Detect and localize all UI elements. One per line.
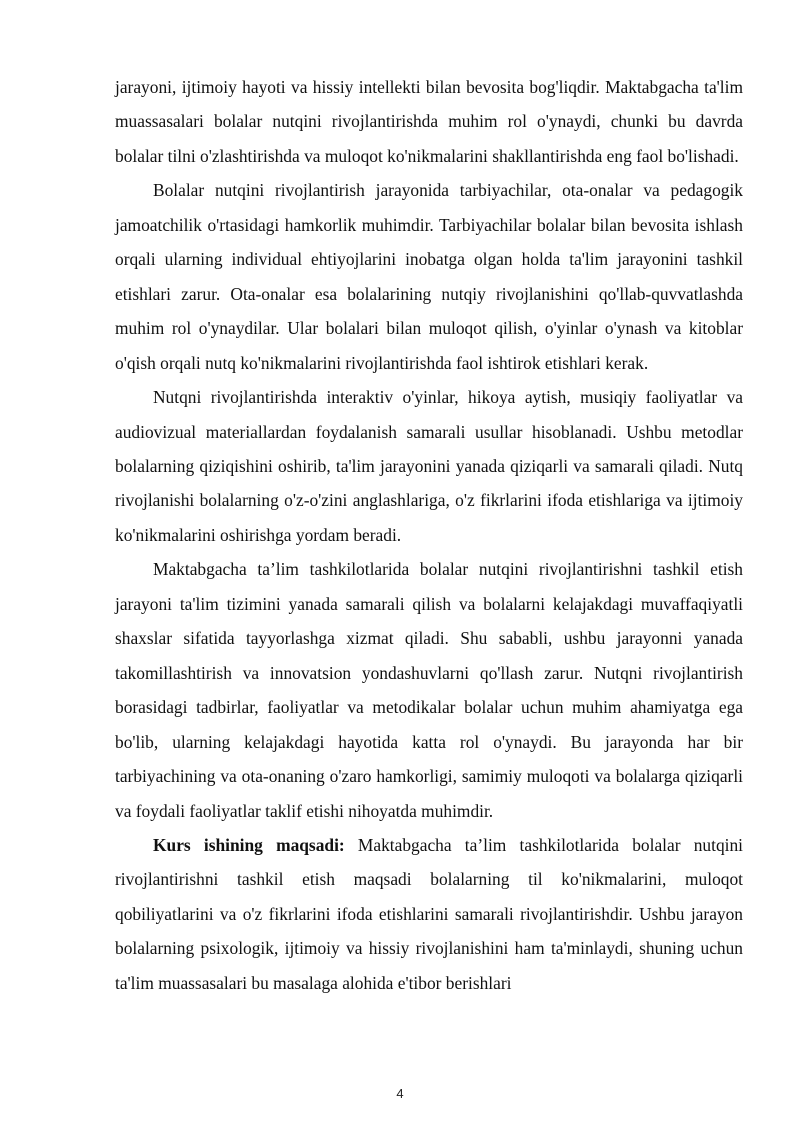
paragraph-5: [115, 828, 743, 1000]
course-goal-heading: Kurs ishining maqsadi:: [153, 834, 345, 855]
course-goal-text: Maktabgacha ta’lim tashkilotlarida bolalar nutqini rivojlantirishni tashkil etish maqsadi bolalarning til ko'nikmalarini, muloqot qobiliyatlarini va o'z fikrlarini ifoda etishlarini samarali rivojlantirishdir. Ushbu jarayon bolalarning psixologik, ijtimoiy va hissiy rivojlanishini ham ta'minlaydi, shuning uchun ta'lim muassasalari bu masalaga alohida e'tibor berishlari: [115, 834, 743, 993]
page-number: 4: [396, 1086, 404, 1101]
paragraph-4: Maktabgacha ta’lim tashkilotlarida bolalar nutqini rivojlantirishni tashkil etish jarayoni ta'lim tizimini yanada samarali qilish va bolalarni kelajakdagi muvaffaqiyatli shaxslar sifatida tayyorlashga xizmat qiladi. Shu sababli, ushbu jarayonni yanada takomillashtirish va innovatsion yondashuvlarni qo'llash zarur. Nutqni rivojlantirish borasidagi tadbirlar, faoliyatlar va metodikalar bolalar uchun muhim ahamiyatga ega bo'lib, ularning kelajakdagi hayotida katta rol o'ynaydi. Bu jarayonda har bir tarbiyachining va ota-onaning o'zaro hamkorligi, samimiy muloqoti va bolalarga qiziqarli va foydali faoliyatlar taklif etishi nihoyatda muhimdir.: [115, 559, 743, 821]
paragraph-3: Nutqni rivojlantirishda interaktiv o'yinlar, hikoya aytish, musiqiy faoliyatlar va audiovizual materiallardan foydalanish samarali usullar hisoblanadi. Ushbu metodlar bolalarning qiziqishini oshirib, ta'lim jarayonini yanada qiziqarli va samarali qiladi. Nutq rivojlanishi bolalarning o'z-o'zini anglashlariga, o'z fikrlarini ifoda etishlariga va ijtimoiy ko'nikmalarini oshirishga yordam beradi.: [115, 387, 743, 545]
document-body: [115, 70, 743, 1000]
paragraph-1: jarayoni, ijtimoiy hayoti va hissiy intellekti bilan bevosita bog'liqdir. Maktabgacha ta'lim muassasalari bolalar nutqini rivojlantirishda muhim rol o'ynaydi, chunki bu davrda bolalar tilni o'zlashtirishda va muloqot ko'nikmalarini shakllantirishda eng faol bo'lishadi.: [115, 77, 743, 166]
paragraph-2: Bolalar nutqini rivojlantirish jarayonida tarbiyachilar, ota-onalar va pedagogik jamoatchilik o'rtasidagi hamkorlik muhimdir. Tarbiyachilar bolalar bilan bevosita ishlash orqali ularning individual ehtiyojlarini inobatga olgan holda ta'lim jarayonini tashkil etishlari zarur. Ota-onalar esa bolalarining nutqiy rivojlanishini qo'llab-quvvatlashda muhim rol o'ynaydilar. Ular bolalari bilan muloqot qilish, o'yinlar o'ynash va kitoblar o'qish orqali nutq ko'nikmalarini rivojlantirishda faol ishtirok etishlari kerak.: [115, 180, 743, 373]
